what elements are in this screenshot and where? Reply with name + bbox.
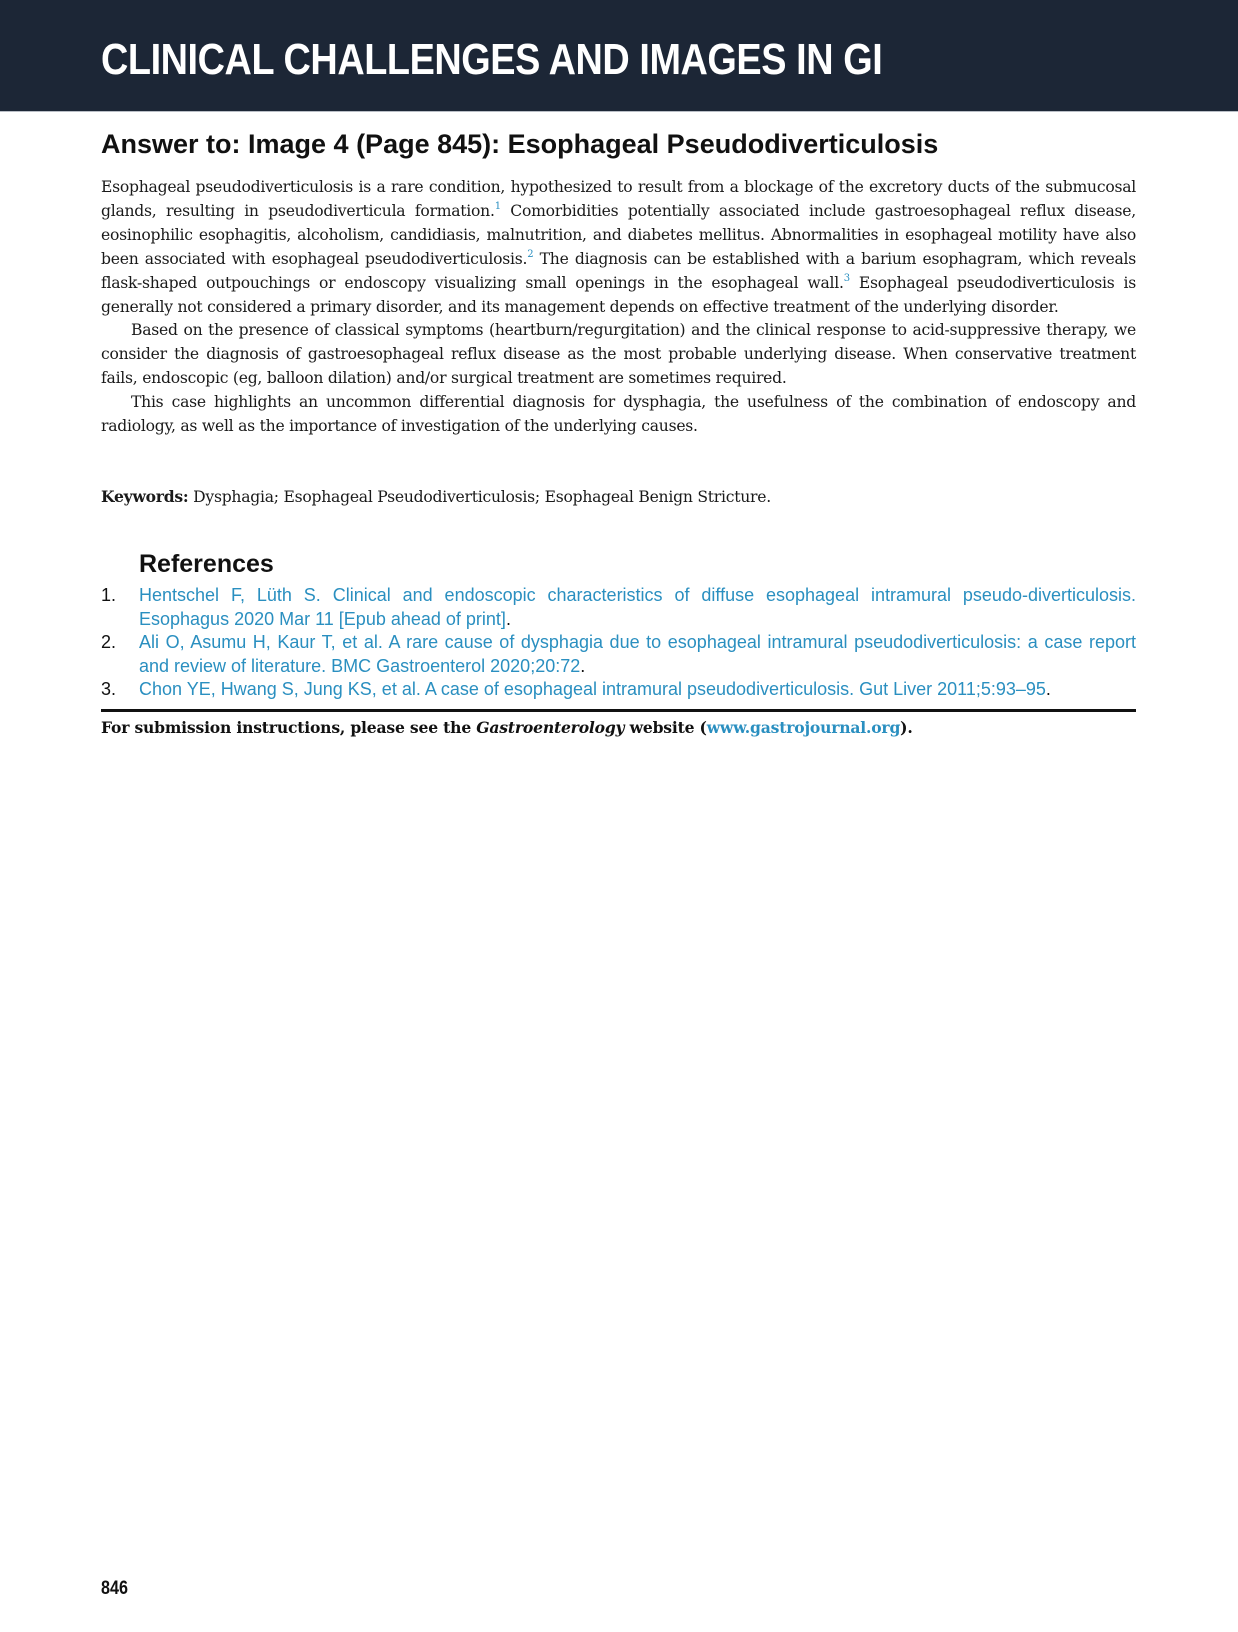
reference-end: . xyxy=(580,655,586,676)
paragraph-3: This case highlights an uncommon differential diagnosis for dysphagia, the usefulness of the combination of endoscopy and radiology, as well as the importance of investigation of the underlying causes. xyxy=(101,393,1136,436)
submission-prefix: For submission instructions, please see the xyxy=(101,718,477,737)
submission-middle: website ( xyxy=(624,718,707,737)
article-title: Answer to: Image 4 (Page 845): Esophageal Pseudodiverticulosis xyxy=(101,129,939,159)
paragraph-1-part-4: Esophageal pseudodiverticulosis is generally not considered a primary disorder, and its management depends on effective treatment of the underlying disorder. xyxy=(101,273,1137,316)
references-heading: References xyxy=(139,550,274,578)
page-number: 846 xyxy=(101,1578,128,1599)
keywords-value: Dysphagia; Esophageal Pseudodiverticulosis; Esophageal Benign Stricture. xyxy=(188,488,771,506)
reference-number: 2. xyxy=(101,632,117,653)
reference-link[interactable]: Hentschel F, Lüth S. Clinical and endoscopic characteristics of diffuse esophageal intramural pseudo-diverticulosis. Esophagus 2020 Mar 11 [Epub ahead of print] xyxy=(139,585,1136,629)
citation-link-2[interactable]: 2 xyxy=(527,248,534,260)
reference-link[interactable]: Ali O, Asumu H, Kaur T, et al. A rare cause of dysphagia due to esophageal intramural pseudodiverticulosis: a case report and review of literature. BMC Gastroenterol 2020;20:72 xyxy=(139,632,1136,676)
reference-item xyxy=(101,631,1136,678)
section-banner xyxy=(0,0,1238,112)
citation-link-3[interactable]: 3 xyxy=(843,272,850,284)
section-title: CLINICAL CHALLENGES AND IMAGES IN GI xyxy=(101,35,883,84)
reference-number: 3. xyxy=(101,679,117,700)
paragraph-1-part-2: Comorbidities potentially associated include gastroesophageal reflux disease, eosinophilic esophagitis, alcoholism, candidiasis, malnutrition, and diabetes mellitus. Abnormalities in esophageal motility have also been associated with esophageal pseudodiverticulosis. xyxy=(101,201,1136,268)
references-list xyxy=(101,584,1136,702)
paragraph-1-part-1: Esophageal pseudodiverticulosis is a rare condition, hypothesized to result from a blockage of the excretory ducts of the submucosal glands, resulting in pseudodiverticula formation. xyxy=(101,178,1136,220)
citation-link-1[interactable]: 1 xyxy=(494,200,501,212)
paragraph-1-part-3: The diagnosis can be established with a barium esophagram, which reveals flask-shaped outpouchings or endoscopy visualizing small openings in the esophageal wall. xyxy=(101,249,1136,292)
article-body xyxy=(101,176,1136,439)
divider-rule xyxy=(101,709,1136,712)
submission-suffix: ). xyxy=(900,718,913,737)
reference-item xyxy=(101,678,1136,702)
keywords xyxy=(101,487,1136,506)
journal-website-link[interactable]: www.gastrojournal.org xyxy=(706,718,901,737)
paragraph-2: Based on the presence of classical symptoms (heartburn/regurgitation) and the clinical response to acid-suppressive therapy, we consider the diagnosis of gastroesophageal reflux disease as the most probable underlying disease. When conservative treatment fails, endoscopic (eg, balloon dilation) and/or surgical treatment are sometimes required. xyxy=(101,321,1136,388)
submission-note xyxy=(101,718,913,737)
reference-number: 1. xyxy=(101,585,117,605)
reference-item xyxy=(101,584,1136,631)
keywords-label: Keywords: xyxy=(101,487,189,506)
paragraph-1 xyxy=(101,176,1136,319)
reference-end: . xyxy=(1045,679,1051,700)
journal-name: Gastroenterology xyxy=(476,718,625,737)
reference-end: . xyxy=(505,608,511,629)
reference-link[interactable]: Chon YE, Hwang S, Jung KS, et al. A case of esophageal intramural pseudodiverticulosis. Gut Liver 2011;5:93–95 xyxy=(139,679,1046,700)
